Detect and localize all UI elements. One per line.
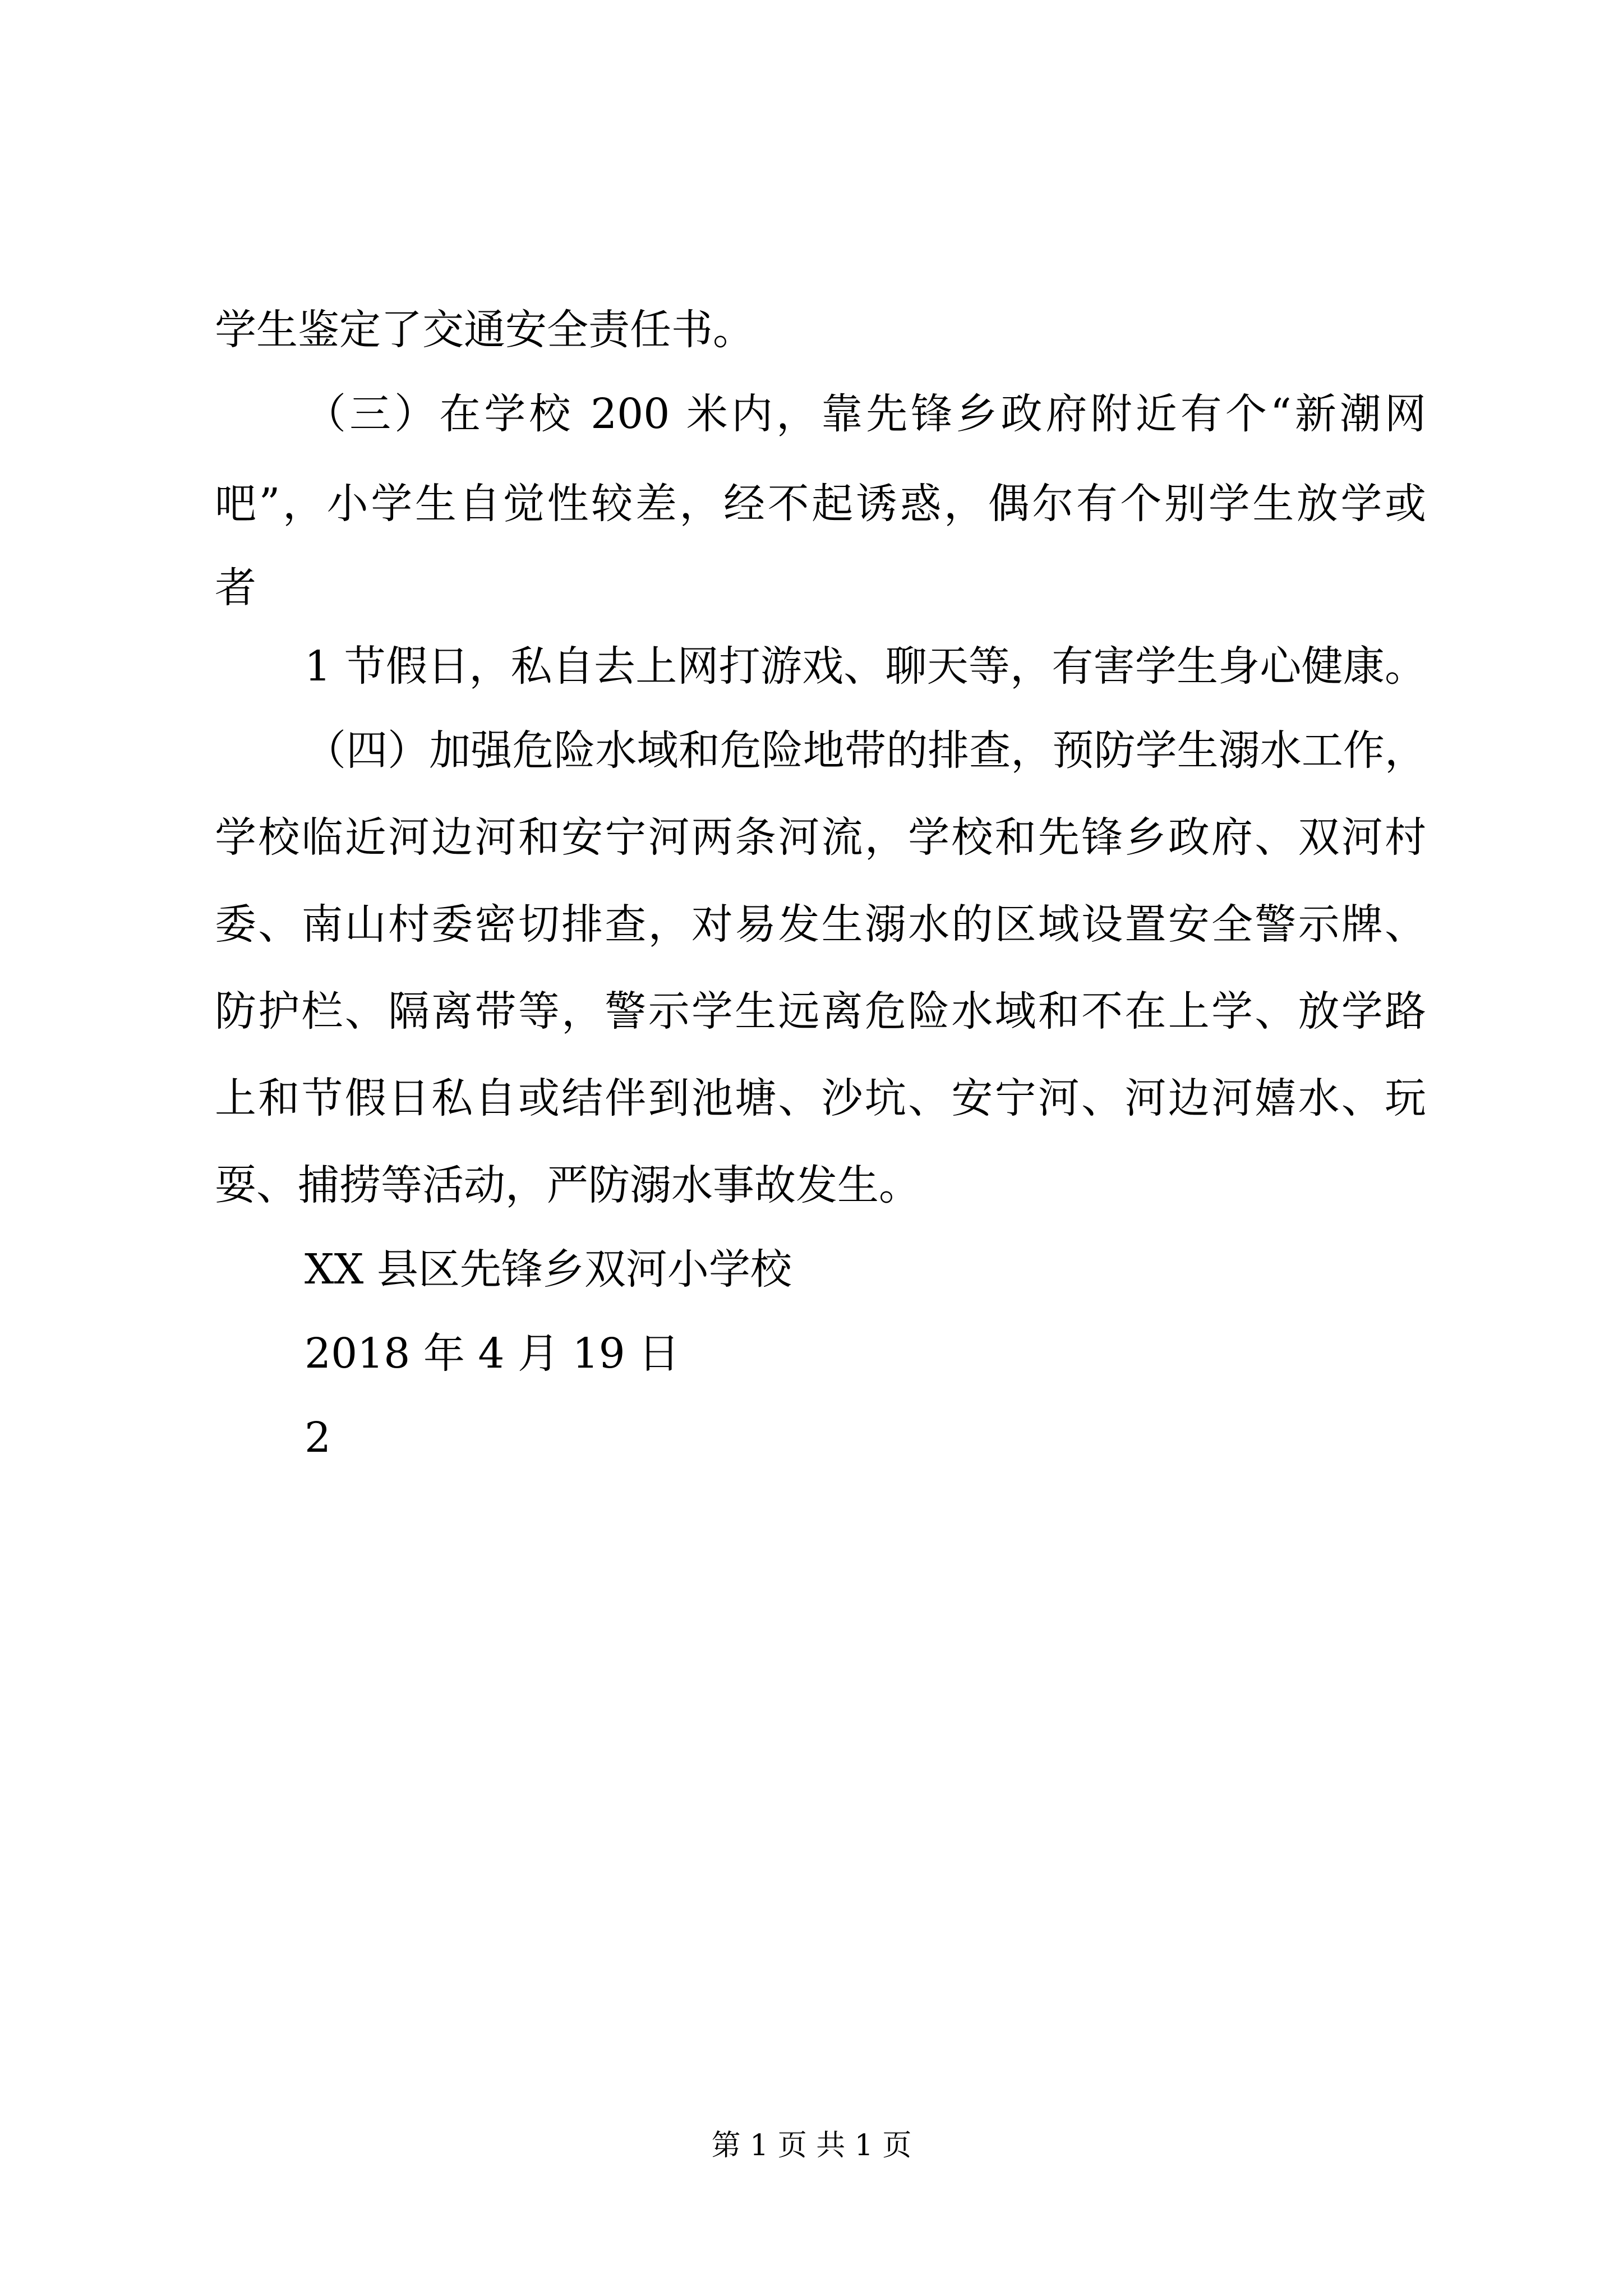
- body-line-10: 上和节假日私自或结伴到池塘、沙坑、安宁河、河边河嬉水、玩: [215, 1074, 1426, 1122]
- page-mark: 2: [305, 1414, 331, 1462]
- page-footer: 第 1 页 共 1 页: [711, 2129, 912, 2162]
- body-line-3: 吧”，小学生自觉性较差，经不起诱惑，偶尔有个别学生放学或: [215, 480, 1426, 528]
- body-line-8: 委、南山村委密切排查，对易发生溺水的区域设置安全警示牌、: [215, 900, 1426, 949]
- body-line-1: 学生鉴定了交通安全责任书。: [215, 306, 754, 354]
- body-line-2: （三）在学校 200 米内，靠先锋乡政府附近有个“新潮网: [305, 390, 1426, 438]
- body-line-11: 耍、捕捞等活动，严防溺水事故发生。: [215, 1161, 920, 1209]
- body-line-4: 者: [215, 564, 256, 612]
- signature-organization: XX 县区先锋乡双河小学校: [305, 1245, 792, 1294]
- signature-date: 2018 年 4 月 19 日: [305, 1329, 680, 1378]
- body-line-7: 学校临近河边河和安宁河两条河流，学校和先锋乡政府、双河村: [215, 813, 1426, 862]
- body-line-6: （四）加强危险水域和危险地带的排查，预防学生溺水工作，: [305, 726, 1426, 775]
- body-line-9: 防护栏、隔离带等，警示学生远离危险水域和不在上学、放学路: [215, 987, 1426, 1036]
- body-line-5: 1 节假日，私自去上网打游戏、聊天等，有害学生身心健康。: [305, 642, 1426, 691]
